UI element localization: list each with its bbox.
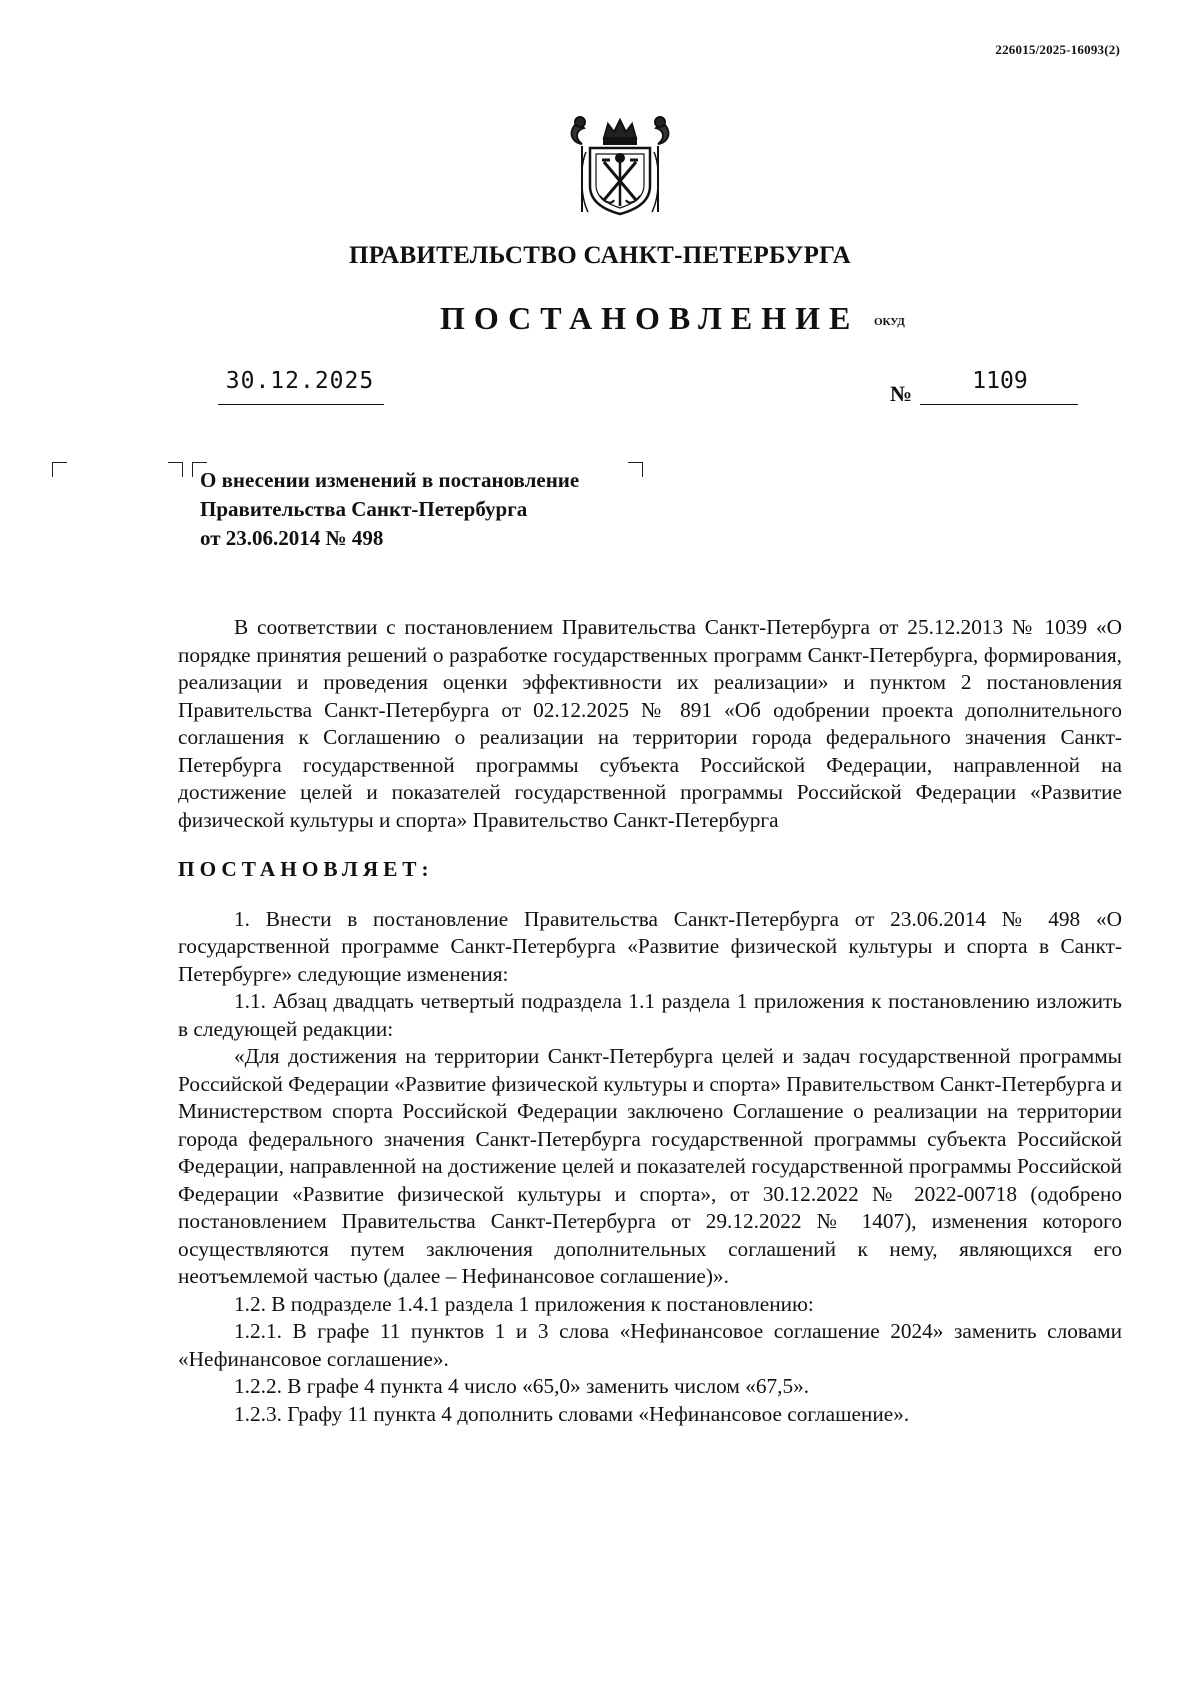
resolve-heading: ПОСТАНОВЛЯЕТ: [178,857,434,881]
number-sign: № [890,381,913,406]
date-underline [218,404,384,405]
document-date: 30.12.2025 [225,368,375,394]
subject-line: от 23.06.2014 № 498 [200,526,384,550]
quoted-text: «Для достижения на территории Санкт-Петербурга целей и задач государственной программы Российской Федерации «Развитие физической культуры и спорта» Правительством Санкт-Петербурга и Министерством спорта Российской Федерации заключено Соглашение о реализации на территории города федерального значения Санкт-Петербурга государственной программы субъекта Российской Федерации, направленной на достижение целей и показателей государственной программы Российской Федерации «Развитие физической культуры и спорта», от 30.12.2022 № 2022-00718 (одобрено постановлением Правительства Санкт-Петербурга от 29.12.2022 № 1407), изменения которого осуществляются путем заключения дополнительных соглашений к нему, являющихся его неотъемлемой частью (далее – Нефинансовое соглашение)». [178,1044,1122,1288]
coat-of-arms-emblem [560,116,680,218]
paragraph-1-2-3: 1.2.3. Графу 11 пункта 4 дополнить словами «Нефинансовое соглашение». [234,1401,910,1426]
paragraph-1: 1. Внести в постановление Правительства Санкт-Петербурга от 23.06.2014 № 498 «О государственной программе Санкт-Петербурга «Развитие физической культуры и спорта в Санкт-Петербурге» следующие изменения: [178,906,1122,986]
document-subject [200,466,579,553]
subject-line: О внесении изменений в постановление [200,468,580,492]
paragraph-1-1: 1.1. Абзац двадцать четвертый подраздела 1.1 раздела 1 приложения к постановлению изложить в следующей редакции: [178,989,1122,1041]
number-underline [920,404,1078,405]
preamble-paragraph: В соответствии с постановлением Правительства Санкт-Петербурга от 25.12.2013 № 1039 «О порядке принятия решений о разработке государственных программ Санкт-Петербурга, формирования, реализации и проведения оценки эффективности их реализации» и пунктом 2 постановления Правительства Санкт-Петербурга от 02.12.2025 № 891 «Об одобрении проекта дополнительного соглашения к Соглашению о реализации на территории города федерального значения Санкт-Петербурга государственной программы субъекта Российской Федерации, направленной на достижение целей и показателей государственной программы Российской Федерации «Развитие физической культуры и спорта» Правительство Санкт-Петербурга [178,615,1122,832]
document-body [178,614,1122,1428]
paragraph-1-2-1: 1.2.1. В графе 11 пунктов 1 и 3 слова «Нефинансовое соглашение 2024» заменить словами «Нефинансовое соглашение». [178,1319,1122,1371]
registration-number: 226015/2025-16093(2) [995,42,1120,57]
subject-line: Правительства Санкт-Петербурга [200,497,528,521]
paragraph-1-2: 1.2. В подразделе 1.4.1 раздела 1 приложения к постановлению: [234,1291,814,1316]
organization-title: ПРАВИТЕЛЬСТВО САНКТ-ПЕТЕРБУРГА [348,242,852,269]
document-type: ПОСТАНОВЛЕНИЕ [440,300,860,336]
corner-mark [628,462,643,477]
corner-mark [168,462,183,477]
okud-label: ОКУД [874,316,905,328]
document-number: 1109 [972,368,1028,394]
paragraph-1-2-2: 1.2.2. В графе 4 пункта 4 число «65,0» заменить числом «67,5». [234,1374,810,1398]
corner-mark [52,462,67,477]
